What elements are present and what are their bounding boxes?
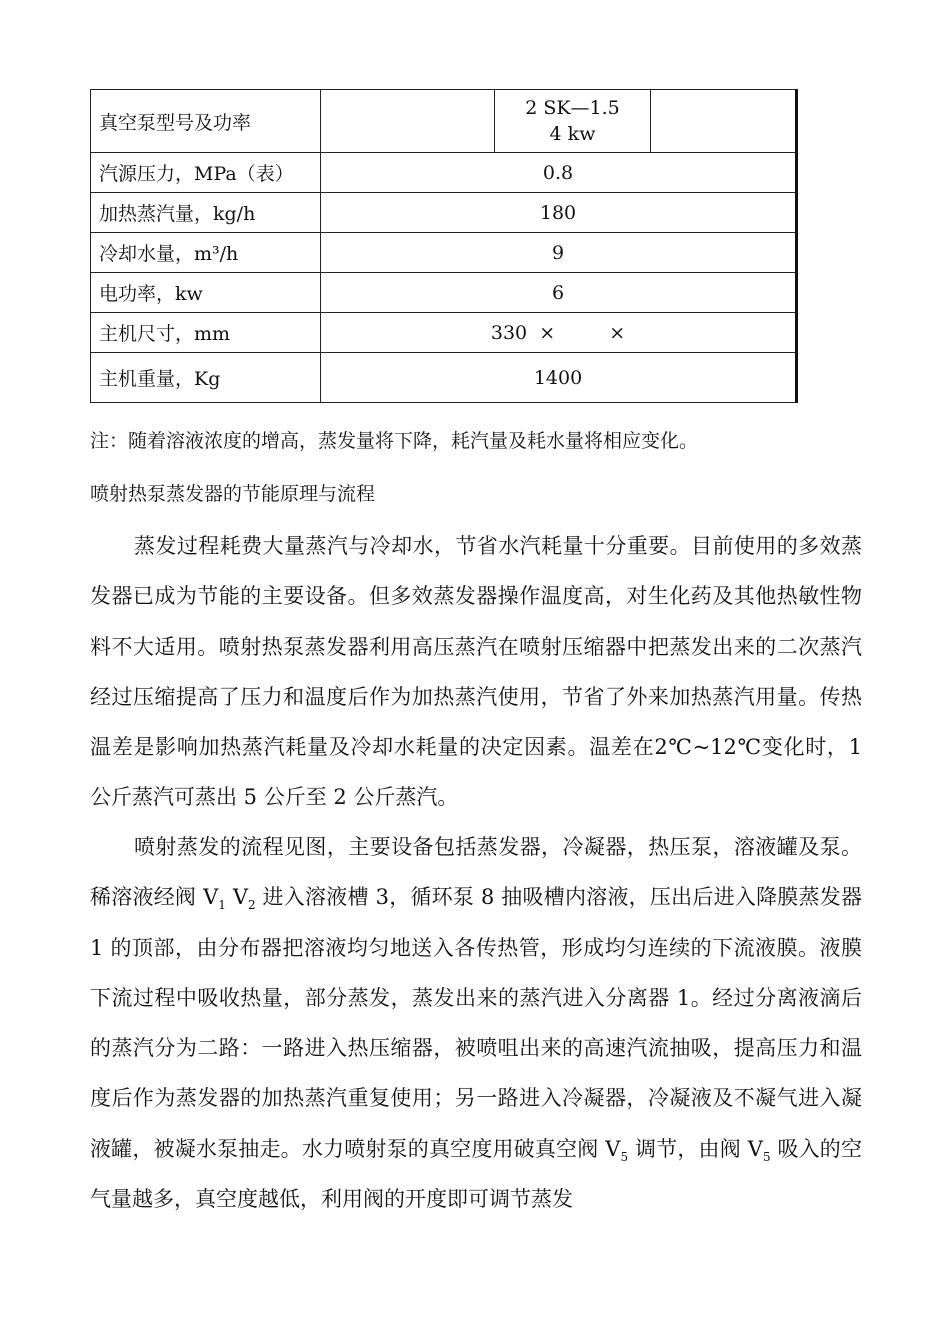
table-row xyxy=(91,90,797,153)
section-heading: 喷射热泵蒸发器的节能原理与流程 xyxy=(90,483,376,505)
table-row xyxy=(91,353,797,403)
row-value: 1400 xyxy=(321,353,797,403)
pump-model-cell xyxy=(495,90,651,153)
row-label: 主机尺寸，mm xyxy=(91,313,321,353)
table-row xyxy=(91,193,797,233)
row-label: 冷却水量，m³/h xyxy=(91,233,321,273)
table-row xyxy=(91,153,797,193)
table-row xyxy=(91,313,797,353)
pump-power: 4 kw xyxy=(549,123,596,145)
row-value: 180 xyxy=(321,193,797,233)
row-label: 加热蒸汽量，kg/h xyxy=(91,193,321,233)
row-label: 电功率，kw xyxy=(91,273,321,313)
row-label: 真空泵型号及功率 xyxy=(91,90,321,153)
table-row xyxy=(91,273,797,313)
paragraph-process-flow: 喷射蒸发的流程见图，主要设备包括蒸发器，冷凝器，热压泵，溶液罐及泵。稀溶液经阀 $V_1$ $V_2$ 进入溶液槽 3，循环泵 8 抽吸槽内溶液，压出后进入降膜蒸发器 1 的顶部，由分布器把溶液均匀地送入各传热管，形成均匀连续的下流液膜。液膜下流过程中吸收热量，部分蒸发，蒸发出来的蒸汽进入分离器 1。经过分离液滴后的蒸汽分为二路：一路进入热压缩器，被喷咀出来的高速汽流抽吸，提高压力和温度后作为蒸发器的加热蒸汽重复使用；另一路进入冷凝器，冷凝液及不凝气进入凝液罐，被凝水泵抽走。水力喷射泵的真空度用破真空阀 $V_5$ 调节，由阀 $V_5$ 吸入的空气量越多，真空度越低，利用阀的开度即可调节蒸发 xyxy=(90,835,863,1212)
spec-table xyxy=(90,89,798,403)
paragraph-energy-saving: 蒸发过程耗费大量蒸汽与冷却水，节省水汽耗量十分重要。目前使用的多效蒸发器已成为节能的主要设备。但多效蒸发器操作温度高，对生化药及其他热敏性物料不大适用。喷射热泵蒸发器利用高压蒸汽在喷射压缩器中把蒸发出来的二次蒸汽经过压缩提高了压力和温度后作为加热蒸汽使用，节省了外来加热蒸汽用量。传热温差是影响加热蒸汽耗量及冷却水耗量的决定因素。温差在2℃~12℃变化时，1 公斤蒸汽可蒸出 5 公斤至 2 公斤蒸汽。 xyxy=(90,534,862,810)
table-cell xyxy=(321,90,495,153)
row-label: 汽源压力，MPa（表） xyxy=(91,153,321,193)
row-value: 0.8 xyxy=(321,153,797,193)
table-cell xyxy=(651,90,797,153)
table-note: 注：随着溶液浓度的增高，蒸发量将下降，耗汽量及耗水量将相应变化。 xyxy=(90,430,699,452)
dimensions-value xyxy=(321,313,797,353)
times-sign: × xyxy=(539,321,556,344)
table-row xyxy=(91,233,797,273)
pump-model: 2 SK—1.5 xyxy=(525,97,620,119)
dimension-length: 330 xyxy=(490,321,528,344)
times-sign: × xyxy=(609,321,626,344)
row-label: 主机重量，Kg xyxy=(91,353,321,403)
row-value: 6 xyxy=(321,273,797,313)
row-value: 9 xyxy=(321,233,797,273)
